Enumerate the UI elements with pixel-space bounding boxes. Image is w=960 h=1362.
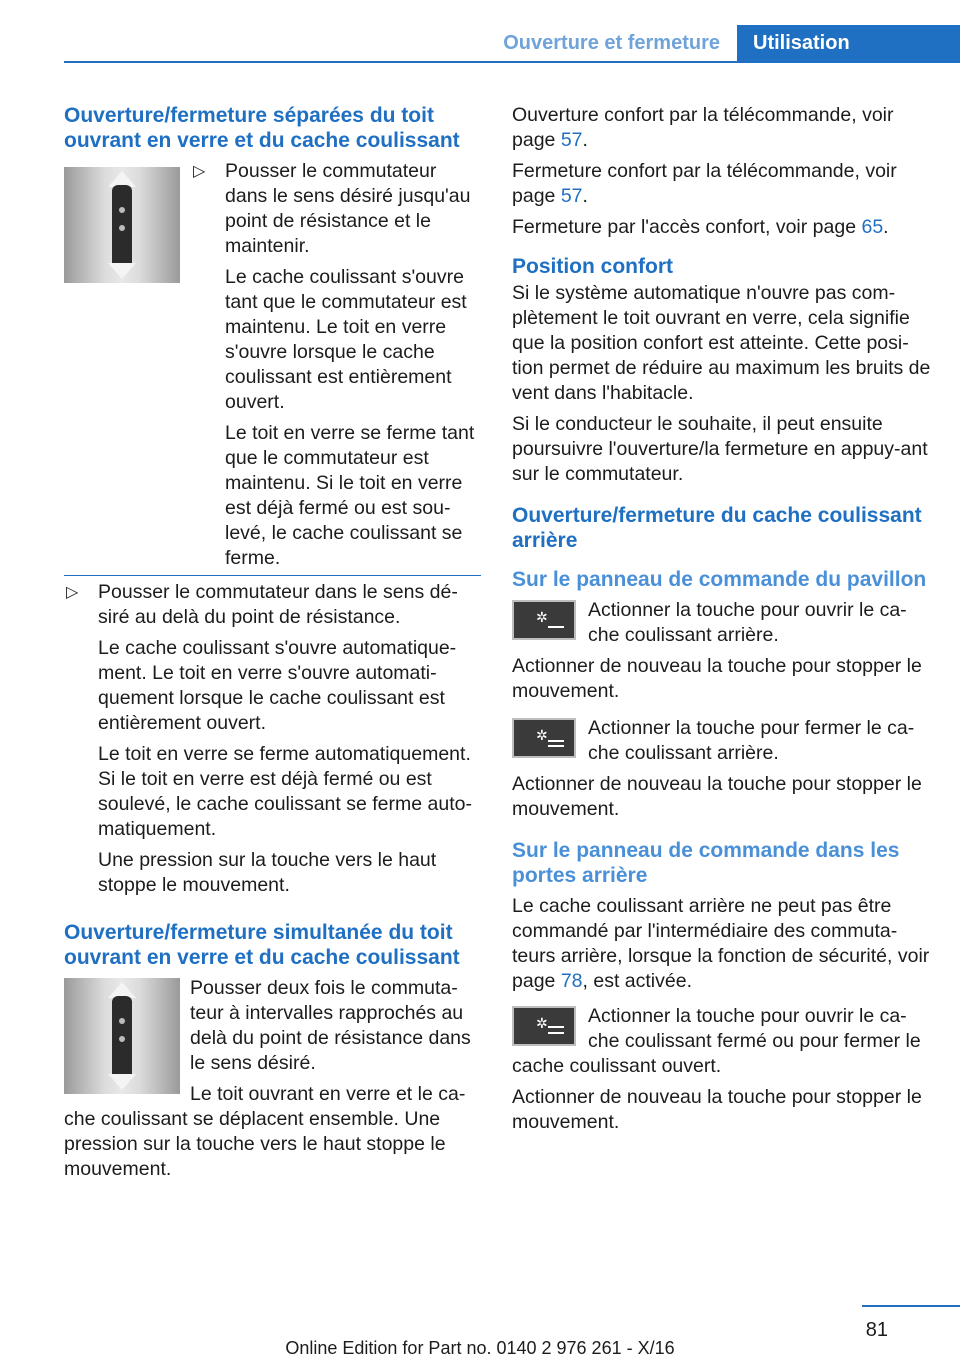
comfort-open-remote-text: Ouverture confort par la télécommande, voir page	[512, 104, 894, 151]
button-row-2	[512, 716, 932, 766]
page-link-78[interactable]: 78	[560, 970, 583, 992]
comfort-close-remote-text: Fermeture confort par la télécommande, voir page	[512, 160, 897, 207]
rear-shade-door-button-image	[512, 1006, 576, 1046]
shade-bar-icon	[548, 740, 564, 742]
header-chapter-tab[interactable]: Utilisation	[737, 25, 960, 62]
bullet-2-text-2: Le cache coulissant s'ouvre automatique‐ment. Le toit en verre s'ouvre automati‐quement lorsque le cache coulissant est entièrement ouvert.	[98, 637, 457, 734]
section-heading-rear-cover: Ouverture/fermeture du cache coulissant arrière	[512, 504, 922, 552]
bullet-1-text-2: Le cache coulissant s'ouvre tant que le commutateur est maintenu. Le toit en verre s'ouvre lorsque le cache coulissant est entièrement ouvert.	[225, 266, 467, 413]
simultaneous-text-2: Le toit ouvrant en verre et le ca‐che coulissant se déplacent ensemble. Une pression sur la touche vers le haut stoppe le mouvement.	[64, 1083, 466, 1180]
bullet-triangle-icon: ▷	[193, 163, 206, 180]
bullet-triangle-icon: ▷	[66, 584, 79, 601]
switch-figure-row-2	[64, 976, 481, 1182]
comfort-open-remote: Ouverture confort par la télécommande, voir page 57.	[512, 104, 894, 151]
switch-dot	[119, 207, 125, 213]
section-heading-comfort-position: Position confort	[512, 255, 673, 278]
arrow-down-icon	[108, 1074, 136, 1090]
stop-movement-text-3: Actionner de nouveau la touche pour stopper le mouvement.	[512, 1086, 922, 1133]
footer-edition: Online Edition for Part no. 0140 2 976 261 - X/16	[285, 1338, 675, 1358]
page-number: 81	[865, 1319, 888, 1341]
shade-bar-icon	[548, 745, 564, 747]
shade-bar-icon	[548, 1032, 564, 1034]
comfort-position-text-1: Si le système automatique n'ouvre pas com‐plètement le toit ouvrant en verre, cela signifie que la position confort est atteinte. Cette posi‐tion permet de réduire au maximum les bruits de vent dans l'habitacle.	[512, 282, 931, 404]
stop-movement-text-1: Actionner de nouveau la touche pour stopper le mouvement.	[512, 655, 922, 702]
header-rule	[64, 61, 960, 63]
rear-shade-close-button-image	[512, 718, 576, 758]
subheading-roof-panel: Sur le panneau de commande du pavillon	[512, 568, 927, 591]
footer-rule	[862, 1305, 960, 1307]
right-column	[512, 103, 932, 1141]
page-link-57[interactable]: 57	[560, 185, 583, 207]
button-3-text: Actionner la touche pour ouvrir le ca‐che coulissant fermé ou pour fermer le cache coulissant ouvert.	[512, 1005, 921, 1077]
bullet-1-text-3: Le toit en verre se ferme tant que le commutateur est maintenu. Si le toit en verre est déjà fermé ou est sou‐levé, le cache coulissant se ferme.	[225, 422, 475, 569]
door-panel-text-body: Le cache coulissant arrière ne peut pas être commandé par l'intermédiaire des commuta‐teurs arrière, lorsque la fonction de sécurité, voir page	[512, 895, 930, 992]
button-1-text: Actionner la touche pour ouvrir le ca‐che coulissant arrière.	[588, 599, 907, 646]
comfort-close-remote: Fermeture confort par la télécommande, voir page 57.	[512, 160, 897, 207]
rear-shade-open-button-image	[512, 600, 576, 640]
bullet-item-2	[64, 580, 481, 898]
arrow-down-icon	[108, 263, 136, 279]
sun-icon: ✲	[536, 609, 548, 625]
roof-switch-image	[64, 978, 180, 1094]
page-link-65[interactable]: 65	[861, 216, 884, 238]
left-column	[64, 103, 481, 1188]
door-panel-text	[512, 894, 932, 994]
shade-bar-icon	[548, 1026, 564, 1028]
shade-bar-icon	[548, 626, 564, 628]
bullet-item-1	[191, 159, 481, 571]
sun-icon: ✲	[536, 1015, 548, 1031]
switch-dot	[119, 1036, 125, 1042]
bullet-1-text-1: Pousser le commutateur dans le sens désiré jusqu'au point de résistance et le maintenir.	[225, 160, 471, 257]
bullet-2-text-3: Le toit en verre se ferme automatiquement. Si le toit en verre est déjà fermé ou est soulevé, le cache coulissant se ferme auto‐matiquement.	[98, 743, 472, 840]
simultaneous-text-1: Pousser deux fois le commuta‐teur à intervalles rapprochés au delà du point de résistance dans le sens désiré.	[190, 977, 471, 1074]
switch-dot	[119, 225, 125, 231]
page-link-57[interactable]: 57	[560, 129, 583, 151]
bullet-divider	[64, 575, 481, 576]
switch-figure-row-1	[64, 159, 481, 571]
comfort-position-text-2: Si le conducteur le souhaite, il peut ensuite poursuivre l'ouverture/la fermeture en appuy‐ant sur le commutateur.	[512, 413, 928, 485]
button-row-1	[512, 598, 932, 648]
comfort-access-close-text: Fermeture par l'accès confort, voir page	[512, 216, 862, 238]
door-panel-text-end: , est activée.	[582, 970, 692, 992]
sun-icon: ✲	[536, 727, 548, 743]
switch-dot	[119, 1018, 125, 1024]
subheading-rear-doors: Sur le panneau de commande dans les portes arrière	[512, 839, 900, 887]
bullet-2-text-1: Pousser le commutateur dans le sens dé‐siré au delà du point de résistance.	[98, 581, 458, 628]
section-heading-separate: Ouverture/fermeture séparées du toit ouvrant en verre et du cache coulissant	[64, 104, 460, 152]
roof-switch-image	[64, 167, 180, 283]
stop-movement-text-2: Actionner de nouveau la touche pour stopper le mouvement.	[512, 773, 922, 820]
section-heading-simultaneous: Ouverture/fermeture simultanée du toit ouvrant en verre et du cache coulissant	[64, 921, 460, 969]
comfort-access-close: Fermeture par l'accès confort, voir page 65.	[512, 216, 889, 238]
bullet-2-text-4: Une pression sur la touche vers le haut stoppe le mouvement.	[98, 849, 437, 896]
button-row-3	[512, 1004, 932, 1079]
header-section-title: Ouverture et fermeture	[503, 32, 720, 54]
button-2-text: Actionner la touche pour fermer le ca‐che coulissant arrière.	[588, 717, 915, 764]
